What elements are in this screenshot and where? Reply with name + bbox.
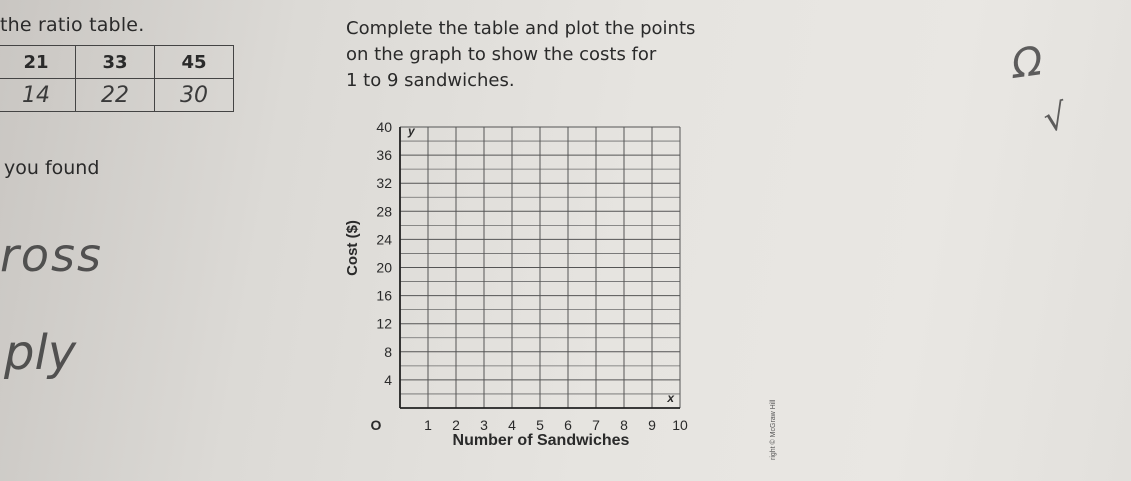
x-tick-label: 4 bbox=[508, 417, 516, 433]
y-axis-label: Cost ($) bbox=[344, 220, 361, 276]
y-tick-label: 32 bbox=[376, 175, 392, 192]
x-tick-label: 10 bbox=[672, 417, 688, 433]
instruction-text bbox=[346, 16, 746, 94]
y-variable-label: y bbox=[408, 124, 415, 138]
copyright-text: right © McGraw Hill bbox=[770, 399, 777, 460]
instruction-line-2: on the graph to show the costs for bbox=[346, 44, 657, 65]
y-tick-label: 16 bbox=[376, 287, 392, 304]
ratio-table-cell[interactable]: 45 bbox=[155, 46, 234, 79]
handwritten-mark: √ bbox=[1039, 96, 1071, 141]
y-tick-label: 4 bbox=[384, 371, 392, 388]
instruction-line-3: 1 to 9 sandwiches. bbox=[346, 70, 515, 91]
x-tick-label: 1 bbox=[424, 417, 432, 433]
y-tick-label: 28 bbox=[376, 203, 392, 220]
y-tick-label: 8 bbox=[384, 343, 392, 360]
y-tick-label: 36 bbox=[376, 147, 392, 164]
ratio-table-answer-cell[interactable]: 30 bbox=[155, 79, 234, 112]
you-found-text: you found bbox=[4, 157, 100, 179]
ratio-table-answer-row bbox=[0, 79, 234, 112]
instruction-line-1: Complete the table and plot the points bbox=[346, 18, 696, 39]
x-tick-label: 7 bbox=[592, 417, 600, 433]
ratio-table bbox=[0, 45, 234, 112]
x-tick-label: 6 bbox=[564, 417, 572, 433]
handwritten-mark: Ω bbox=[1008, 38, 1046, 88]
handwritten-word: ply bbox=[4, 325, 77, 381]
x-variable-label: x bbox=[667, 391, 674, 405]
ratio-table-header-row bbox=[0, 46, 234, 79]
x-tick-label: 8 bbox=[620, 417, 628, 433]
ratio-table-cell[interactable]: 21 bbox=[0, 46, 76, 79]
x-axis-label: Number of Sandwiches bbox=[452, 432, 630, 449]
plot-area[interactable] bbox=[371, 119, 688, 433]
y-tick-label: 12 bbox=[376, 315, 392, 332]
x-tick-label: 2 bbox=[452, 417, 460, 433]
y-tick-label: 24 bbox=[376, 231, 392, 248]
intro-text: the ratio table. bbox=[0, 14, 145, 36]
coordinate-grid[interactable] bbox=[340, 100, 710, 460]
x-tick-label: 5 bbox=[536, 417, 544, 433]
ratio-table-cell[interactable]: 33 bbox=[76, 46, 155, 79]
origin-label: O bbox=[370, 417, 382, 433]
ratio-table-answer-cell[interactable]: 14 bbox=[0, 79, 76, 112]
y-tick-label: 20 bbox=[376, 259, 392, 276]
x-tick-label: 3 bbox=[480, 417, 488, 433]
y-tick-label: 40 bbox=[376, 119, 392, 135]
x-tick-label: 9 bbox=[648, 417, 656, 433]
ratio-table-answer-cell[interactable]: 22 bbox=[76, 79, 155, 112]
handwritten-word: ross bbox=[0, 228, 103, 282]
